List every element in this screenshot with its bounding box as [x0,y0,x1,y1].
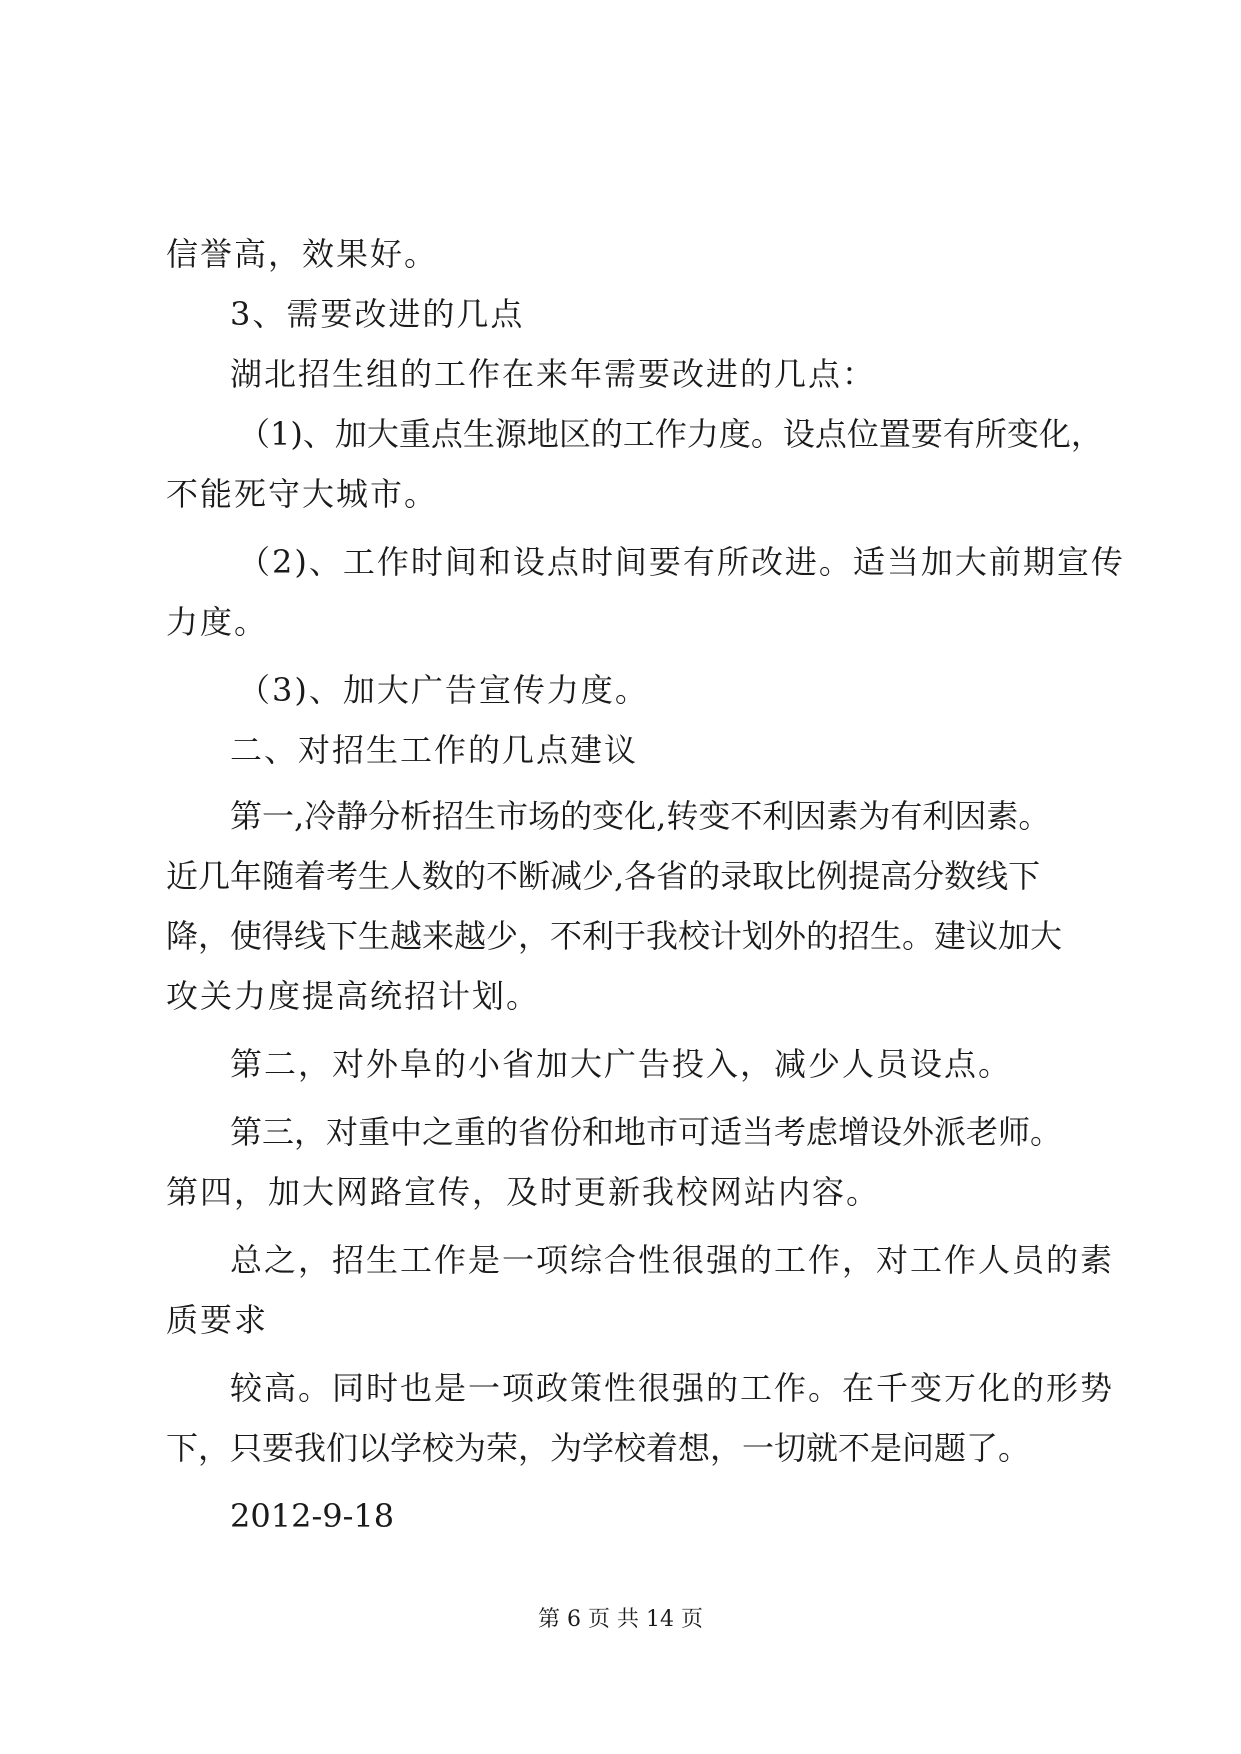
text-line: 第四，加大网路宣传，及时更新我校网站内容。 [166,1173,881,1211]
text-line: 信誉高，效果好。 [166,235,439,273]
section-heading: 二、对招生工作的几点建议 [230,731,639,769]
text-line: 不能死守大城市。 [166,475,439,513]
list-item: （1)、加大重点生源地区的工作力度。设点位置要有所变化， [238,415,1103,453]
text-line: 总之，招生工作是一项综合性很强的工作，对工作人员的素 [230,1241,1115,1279]
text-line: 较高。同时也是一项政策性很强的工作。在千变万化的形势 [230,1369,1115,1407]
document-date: 2012-9-18 [230,1497,395,1535]
text-line: 第三，对重中之重的省份和地市可适当考虑增设外派老师。 [230,1113,1063,1151]
text-line: 降，使得线下生越来越少，不利于我校计划外的招生。建议加大 [166,917,1063,955]
text-line: 湖北招生组的工作在来年需要改进的几点： [230,355,877,393]
text-line: 近几年随着考生人数的不断减少,各省的录取比例提高分数线下 [166,857,1041,895]
text-line: 第一,冷静分析招生市场的变化,转变不利因素为有利因素。 [230,797,1051,835]
list-item: （3)、加大广告宣传力度。 [238,671,649,709]
text-line: 攻关力度提高统招计划。 [166,977,541,1015]
page-number: 第 6 页 共 14 页 [538,1607,703,1632]
text-line: 下，只要我们以学校为荣，为学校着想，一切就不是问题了。 [166,1429,1031,1467]
page-footer [0,1605,1241,1635]
text-line: 力度。 [166,603,269,641]
text-line: 质要求 [166,1301,269,1339]
text-line: 第二，对外阜的小省加大广告投入，减少人员设点。 [230,1045,1013,1083]
list-item: （2)、工作时间和设点时间要有所改进。适当加大前期宣传 [238,543,1125,581]
section-heading: 3、需要改进的几点 [230,295,525,333]
